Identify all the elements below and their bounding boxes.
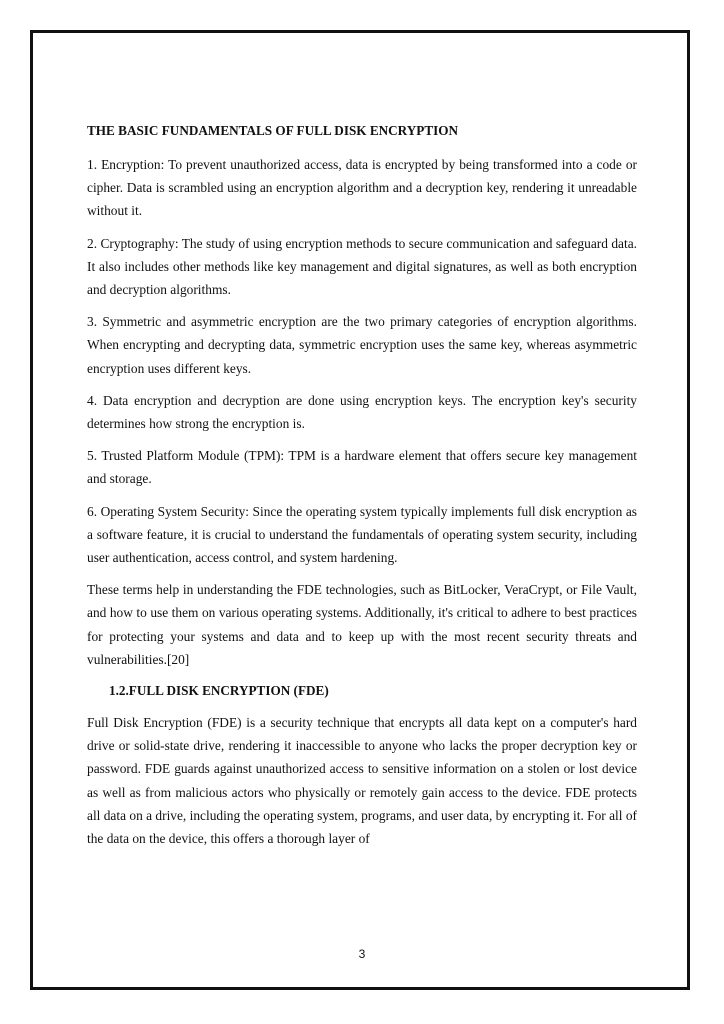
section-heading: THE BASIC FUNDAMENTALS OF FULL DISK ENCRYPTION — [87, 123, 459, 138]
page-content — [87, 120, 637, 859]
page-number: 3 — [358, 947, 366, 961]
paragraph-cryptography: 2. Cryptography: The study of using encryption methods to secure communication and safeguard data. It also includes other methods like key management and digital signatures, as well as both encryption and decryption algorithms. — [87, 235, 637, 298]
paragraph-summary: These terms help in understanding the FDE technologies, such as BitLocker, VeraCrypt, or File Vault, and how to use them on various operating systems. Additionally, it's critical to adhere to best practices for protecting your systems and data and to keep up with the most recent security threats and vulnerabilities.[20] — [87, 582, 637, 667]
paragraph-os-security: 6. Operating System Security: Since the operating system typically implements full disk encryption as a software feature, it is crucial to understand the fundamentals of operating system security, including user authentication, access control, and system hardening. — [87, 503, 637, 566]
paragraph-tpm: 5. Trusted Platform Module (TPM): TPM is a hardware element that offers secure key management and storage. — [87, 448, 637, 487]
paragraph-fde-definition: Full Disk Encryption (FDE) is a security technique that encrypts all data kept on a computer's hard drive or solid-state drive, rendering it inaccessible to anyone who lacks the proper decryption key or password. FDE guards against unauthorized access to sensitive information on a stolen or lost device as well as from malicious actors who physically or remotely gain access to the device. FDE protects all data on a drive, including the operating system, programs, and user data, by encrypting it. For all of the data on the device, this offers a thorough layer of — [87, 715, 637, 847]
paragraph-encryption-keys: 4. Data encryption and decryption are done using encryption keys. The encryption key's security determines how strong the encryption is. — [87, 392, 637, 432]
subsection-heading: 1.2.FULL DISK ENCRYPTION (FDE) — [109, 683, 329, 699]
paragraph-symmetric-asymmetric: 3. Symmetric and asymmetric encryption are the two primary categories of encryption algorithms. When encrypting and decrypting data, symmetric encryption uses the same key, whereas asymmetric encryption uses different keys. — [87, 314, 637, 376]
paragraph-encryption: 1. Encryption: To prevent unauthorized access, data is encrypted by being transformed into a code or cipher. Data is scrambled using an encryption algorithm and a decryption key, rendering it unreadable without it. — [87, 157, 637, 219]
